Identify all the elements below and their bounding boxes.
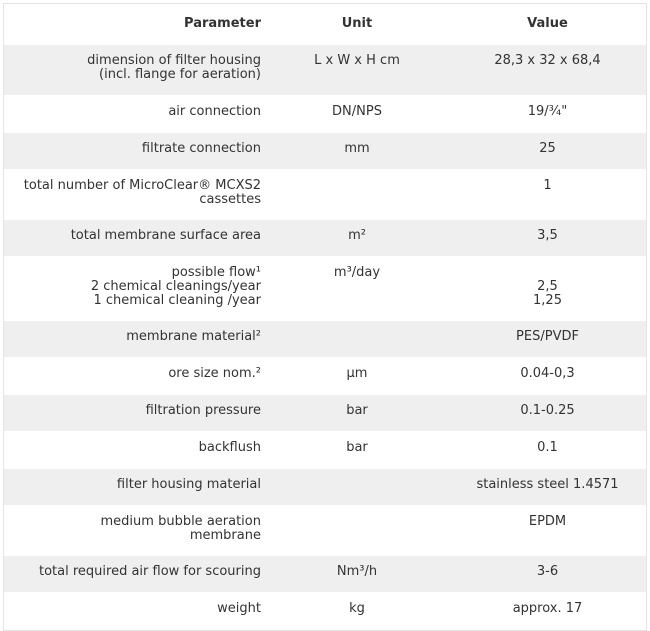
row-parameter: weight bbox=[217, 601, 261, 616]
row-value: 3,5 bbox=[537, 228, 558, 243]
row-parameter: filtration pressure bbox=[145, 403, 261, 418]
row-unit: mm bbox=[344, 141, 370, 156]
row-value: 2,5 1,25 bbox=[533, 279, 562, 308]
row-parameter: dimension of filter housing (incl. flange for aeration) bbox=[87, 53, 261, 82]
table-row bbox=[4, 506, 646, 556]
row-unit: kg bbox=[349, 601, 365, 616]
header-unit: Unit bbox=[341, 16, 373, 31]
row-value: 0.1 bbox=[537, 440, 558, 455]
row-parameter: total required air flow for scouring bbox=[39, 564, 261, 579]
table-row bbox=[4, 469, 646, 506]
row-value: 0.04-0,3 bbox=[520, 366, 575, 381]
row-parameter: backflush bbox=[198, 440, 261, 455]
table-row bbox=[4, 395, 646, 432]
row-unit: Nm³/h bbox=[336, 564, 378, 579]
table-row bbox=[4, 96, 646, 133]
row-unit bbox=[265, 469, 449, 505]
table-row bbox=[4, 133, 646, 170]
row-parameter: medium bubble aeration membrane bbox=[100, 514, 261, 543]
row-unit: m³/day bbox=[333, 265, 381, 280]
row-unit: L x W x H cm bbox=[314, 53, 400, 68]
row-unit: DN/NPS bbox=[332, 104, 382, 119]
row-value: PES/PVDF bbox=[516, 329, 579, 344]
row-parameter: membrane material² bbox=[126, 329, 261, 344]
row-value: approx. 17 bbox=[512, 601, 583, 616]
row-unit: µm bbox=[346, 366, 368, 381]
row-value: EPDM bbox=[528, 514, 567, 529]
row-unit bbox=[265, 170, 449, 219]
row-unit: m² bbox=[348, 228, 366, 243]
row-unit: bar bbox=[346, 440, 368, 455]
table-row bbox=[4, 220, 646, 257]
row-unit bbox=[265, 506, 449, 555]
row-parameter: possible flow¹ 2 chemical cleanings/year 1 chemical cleaning /year bbox=[90, 265, 261, 308]
row-parameter: ore size nom.² bbox=[168, 366, 261, 381]
row-value: 28,3 x 32 x 68,4 bbox=[494, 53, 601, 68]
table-header-row bbox=[4, 4, 646, 45]
table-row bbox=[4, 257, 646, 321]
table-row bbox=[4, 170, 646, 220]
row-parameter: filter housing material bbox=[116, 477, 261, 492]
row-parameter: total number of MicroClear® MCXS2 cassettes bbox=[23, 178, 261, 207]
row-parameter: air connection bbox=[168, 104, 261, 119]
row-unit bbox=[265, 321, 449, 357]
table-row bbox=[4, 432, 646, 469]
table-row bbox=[4, 321, 646, 358]
header-value: Value bbox=[527, 16, 568, 31]
row-value: 19/¾" bbox=[527, 104, 568, 119]
row-value: stainless steel 1.4571 bbox=[476, 477, 619, 492]
row-parameter: total membrane surface area bbox=[70, 228, 261, 243]
table-row bbox=[4, 556, 646, 593]
row-value: 25 bbox=[539, 141, 556, 156]
row-parameter: filtrate connection bbox=[141, 141, 261, 156]
row-value: 3-6 bbox=[536, 564, 559, 579]
row-unit: bar bbox=[346, 403, 368, 418]
header-parameter: Parameter bbox=[184, 16, 261, 31]
row-value: 0.1-0.25 bbox=[520, 403, 575, 418]
table-row bbox=[4, 593, 646, 630]
spec-table bbox=[3, 3, 647, 631]
table-row bbox=[4, 358, 646, 395]
table-row bbox=[4, 45, 646, 96]
row-value: 1 bbox=[543, 178, 552, 193]
